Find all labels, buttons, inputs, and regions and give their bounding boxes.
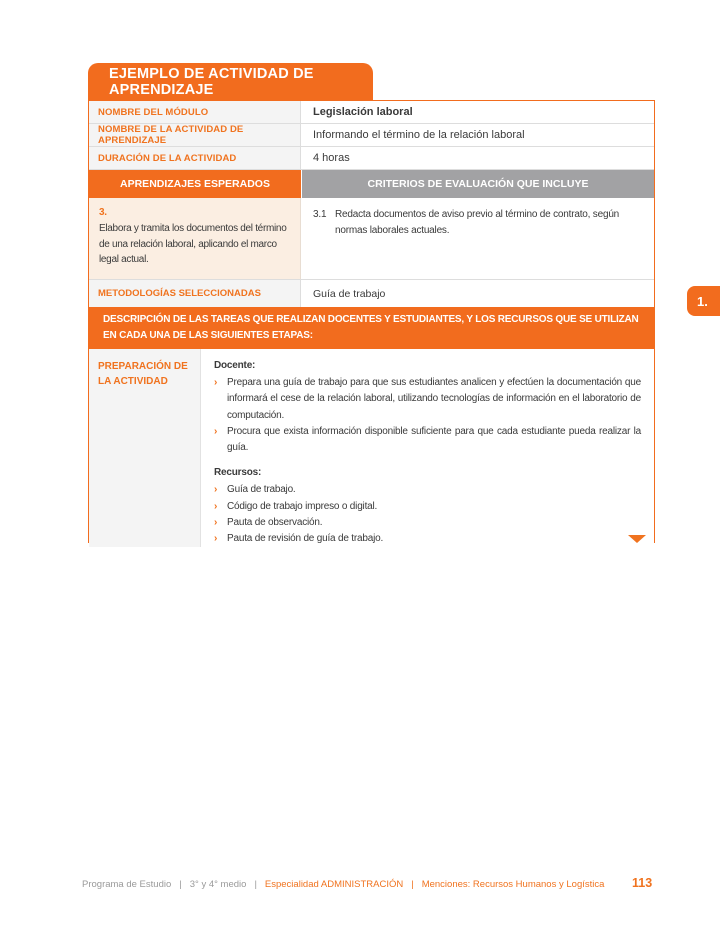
evaluation-criteria-cell bbox=[301, 198, 654, 279]
footer-program: Programa de Estudio bbox=[82, 879, 172, 890]
expected-learning-cell bbox=[89, 198, 301, 279]
table-row bbox=[89, 101, 654, 124]
recursos-list bbox=[214, 482, 641, 547]
preparation-stage-label: PREPARACIÓN DE LA ACTIVIDAD bbox=[89, 349, 201, 547]
expected-learnings-header: APRENDIZAJES ESPERADOS bbox=[89, 170, 302, 198]
footer-separator: | bbox=[254, 879, 257, 890]
list-item-text: Código de trabajo impreso o digital. bbox=[227, 500, 378, 512]
footer bbox=[82, 879, 604, 890]
footer-mentions: Menciones: Recursos Humanos y Logística bbox=[421, 879, 605, 890]
activity-name-label: NOMBRE DE LA ACTIVIDAD DE APRENDIZAJE bbox=[89, 124, 301, 146]
table-row bbox=[89, 124, 654, 147]
list-item bbox=[214, 531, 641, 547]
chevron-bullet-icon: › bbox=[214, 484, 218, 496]
table-row bbox=[89, 147, 654, 170]
list-item-text: Pauta de revisión de guía de trabajo. bbox=[227, 532, 384, 544]
preparation-section bbox=[89, 349, 654, 547]
activity-example-title: EJEMPLO DE ACTIVIDAD DE APRENDIZAJE bbox=[109, 66, 314, 98]
learning-content-row bbox=[89, 198, 654, 280]
docente-task-list bbox=[214, 375, 641, 456]
footer-separator: | bbox=[411, 879, 414, 890]
methodology-label: METODOLOGÍAS SELECCIONADAS bbox=[89, 280, 301, 307]
page-number: 113 bbox=[632, 876, 653, 890]
list-item-text: Prepara una guía de trabajo para que sus estudiantes analicen y efectúen la documentación que informará el cese de la relación laboral, utilizando tecnologías de información en el laboratorio de computación. bbox=[227, 377, 641, 421]
recursos-label: Recursos: bbox=[214, 467, 262, 479]
module-name-value: Legislación laboral bbox=[313, 106, 413, 118]
criteria-number: 3.1 bbox=[313, 209, 327, 220]
methodology-value: Guía de trabajo bbox=[313, 287, 386, 300]
list-item-text: Procura que exista información disponible suficiente para que cada estudiante pueda realizar la guía. bbox=[227, 425, 641, 453]
chapter-side-tab bbox=[687, 286, 720, 316]
list-item bbox=[214, 515, 641, 531]
preparation-content bbox=[201, 349, 654, 547]
list-item bbox=[214, 424, 641, 456]
footer-grades: 3° y 4° medio bbox=[189, 879, 247, 890]
activity-name-value: Informando el término de la relación laboral bbox=[313, 129, 525, 141]
list-item bbox=[214, 482, 641, 498]
chevron-bullet-icon: › bbox=[214, 377, 218, 389]
chevron-bullet-icon: › bbox=[214, 516, 218, 528]
list-item-text: Guía de trabajo. bbox=[227, 484, 296, 496]
criteria-text: Redacta documentos de aviso previo al término de contrato, según normas laborales actuales. bbox=[335, 209, 620, 236]
footer-specialty: Especialidad ADMINISTRACIÓN bbox=[264, 879, 404, 890]
chevron-bullet-icon: › bbox=[214, 532, 218, 544]
activity-table bbox=[88, 100, 655, 543]
list-item bbox=[214, 375, 641, 424]
footer-separator: | bbox=[179, 879, 182, 890]
chapter-number: 1. bbox=[697, 293, 708, 309]
column-headers-row bbox=[89, 170, 654, 198]
learning-number: 3. bbox=[99, 207, 107, 218]
activity-example-header bbox=[88, 63, 373, 101]
duration-value: 4 horas bbox=[313, 152, 350, 164]
chevron-bullet-icon: › bbox=[214, 500, 218, 512]
continuation-arrow-icon bbox=[628, 535, 646, 543]
chevron-bullet-icon: › bbox=[214, 425, 218, 437]
tasks-description-banner: DESCRIPCIÓN DE LAS TAREAS QUE REALIZAN DOCENTES Y ESTUDIANTES, Y LOS RECURSOS QUE SE UTILIZAN EN CADA UNA DE LAS SIGUIENTES ETAPAS: bbox=[89, 307, 654, 349]
evaluation-criteria-header: CRITERIOS DE EVALUACIÓN QUE INCLUYE bbox=[302, 170, 654, 198]
list-item-text: Pauta de observación. bbox=[227, 516, 323, 528]
learning-text: Elabora y tramita los documentos del término de una relación laboral, aplicando el marco legal actual. bbox=[99, 222, 287, 266]
methodology-row bbox=[89, 280, 654, 307]
duration-label: DURACIÓN DE LA ACTIVIDAD bbox=[89, 147, 301, 169]
module-name-label: NOMBRE DEL MÓDULO bbox=[89, 101, 301, 123]
list-item bbox=[214, 499, 641, 515]
docente-label: Docente: bbox=[214, 360, 256, 371]
